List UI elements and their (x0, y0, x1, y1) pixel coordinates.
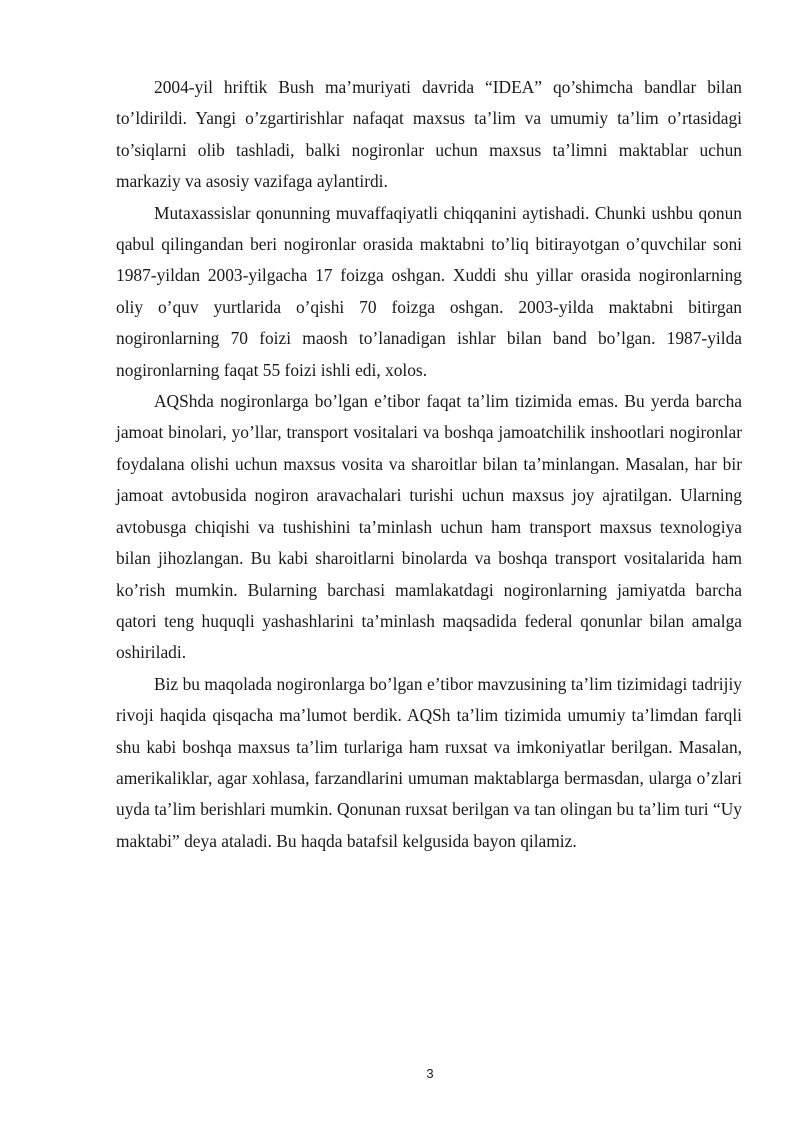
paragraph-law-success: Mutaxassislar qonunning muvaffaqiyatli chiqqanini aytishadi. Chunki ushbu qonun qabul qilingandan beri nogironlar orasida maktabni to’liq bitirayotgan o’quvchilar soni 1987-yildan 2003-yilgacha 17 foizga oshgan. Xuddi shu yillar orasida nogironlarning oliy o’quv yurtlarida o’qishi 70 foizga oshgan. 2003-yilda maktabni bitirgan nogironlarning 70 foizi maosh to’lanadigan ishlar bilan band bo’lgan. 1987-yilda nogironlarning faqat 55 foizi ishli edi, xolos. (116, 202, 742, 380)
paragraph-idea-amendments: 2004-yil hriftik Bush ma’muriyati davrida “IDEA” qo’shimcha bandlar bilan to’ldirildi. Yangi o’zgartirishlar nafaqat maxsus ta’lim va umumiy ta’lim o’rtasidagi to’siqlarni olib tashladi, balki nogironlar uchun maxsus ta’limni maktablar uchun markaziy va asosiy vazifaga aylantirdi. (116, 77, 742, 192)
page-number: 3 (426, 1066, 434, 1081)
paragraph-public-accessibility: AQShda nogironlarga bo’lgan e’tibor faqat ta’lim tizimida emas. Bu yerda barcha jamoat binolari, yo’llar, transport vositalari va boshqa jamoatchilik inshootlari nogironlar foydalana olishi uchun maxsus vosita va sharoitlar bilan ta’minlangan. Masalan, har bir jamoat avtobusida nogiron aravachalari turishi uchun maxsus joy ajratilgan. Ularning avtobusga chiqishi va tushishini ta’minlash uchun ham transport maxsus texnologiya bilan jihozlangan. Bu kabi sharoitlarni binolarda va boshqa transport vositalarida ham ko’rish mumkin. Bularning barchasi mamlakatdagi nogironlarning jamiyatda barcha qatori teng huquqli yashashlarini ta’minlash maqsadida federal qonunlar bilan amalga oshiriladi. (116, 391, 742, 663)
document-body (116, 72, 742, 857)
paragraph-conclusion: Biz bu maqolada nogironlarga bo’lgan e’tibor mavzusining ta’lim tizimidagi tadrijiy rivoji haqida qisqacha ma’lumot berdik. AQSh ta’lim tizimida umumiy ta’limdan farqli shu kabi boshqa maxsus ta’lim turlariga ham ruxsat va imkoniyatlar berilgan. Masalan, amerikaliklar, agar xohlasa, farzandlarini umuman maktablarga bermasdan, ularga o’zlari uyda ta’lim berishlari mumkin. Qonunan ruxsat berilgan va tan olingan bu ta’lim turi “Uy maktabi” deya ataladi. Bu haqda batafsil kelgusida bayon qilamiz. (116, 673, 742, 851)
